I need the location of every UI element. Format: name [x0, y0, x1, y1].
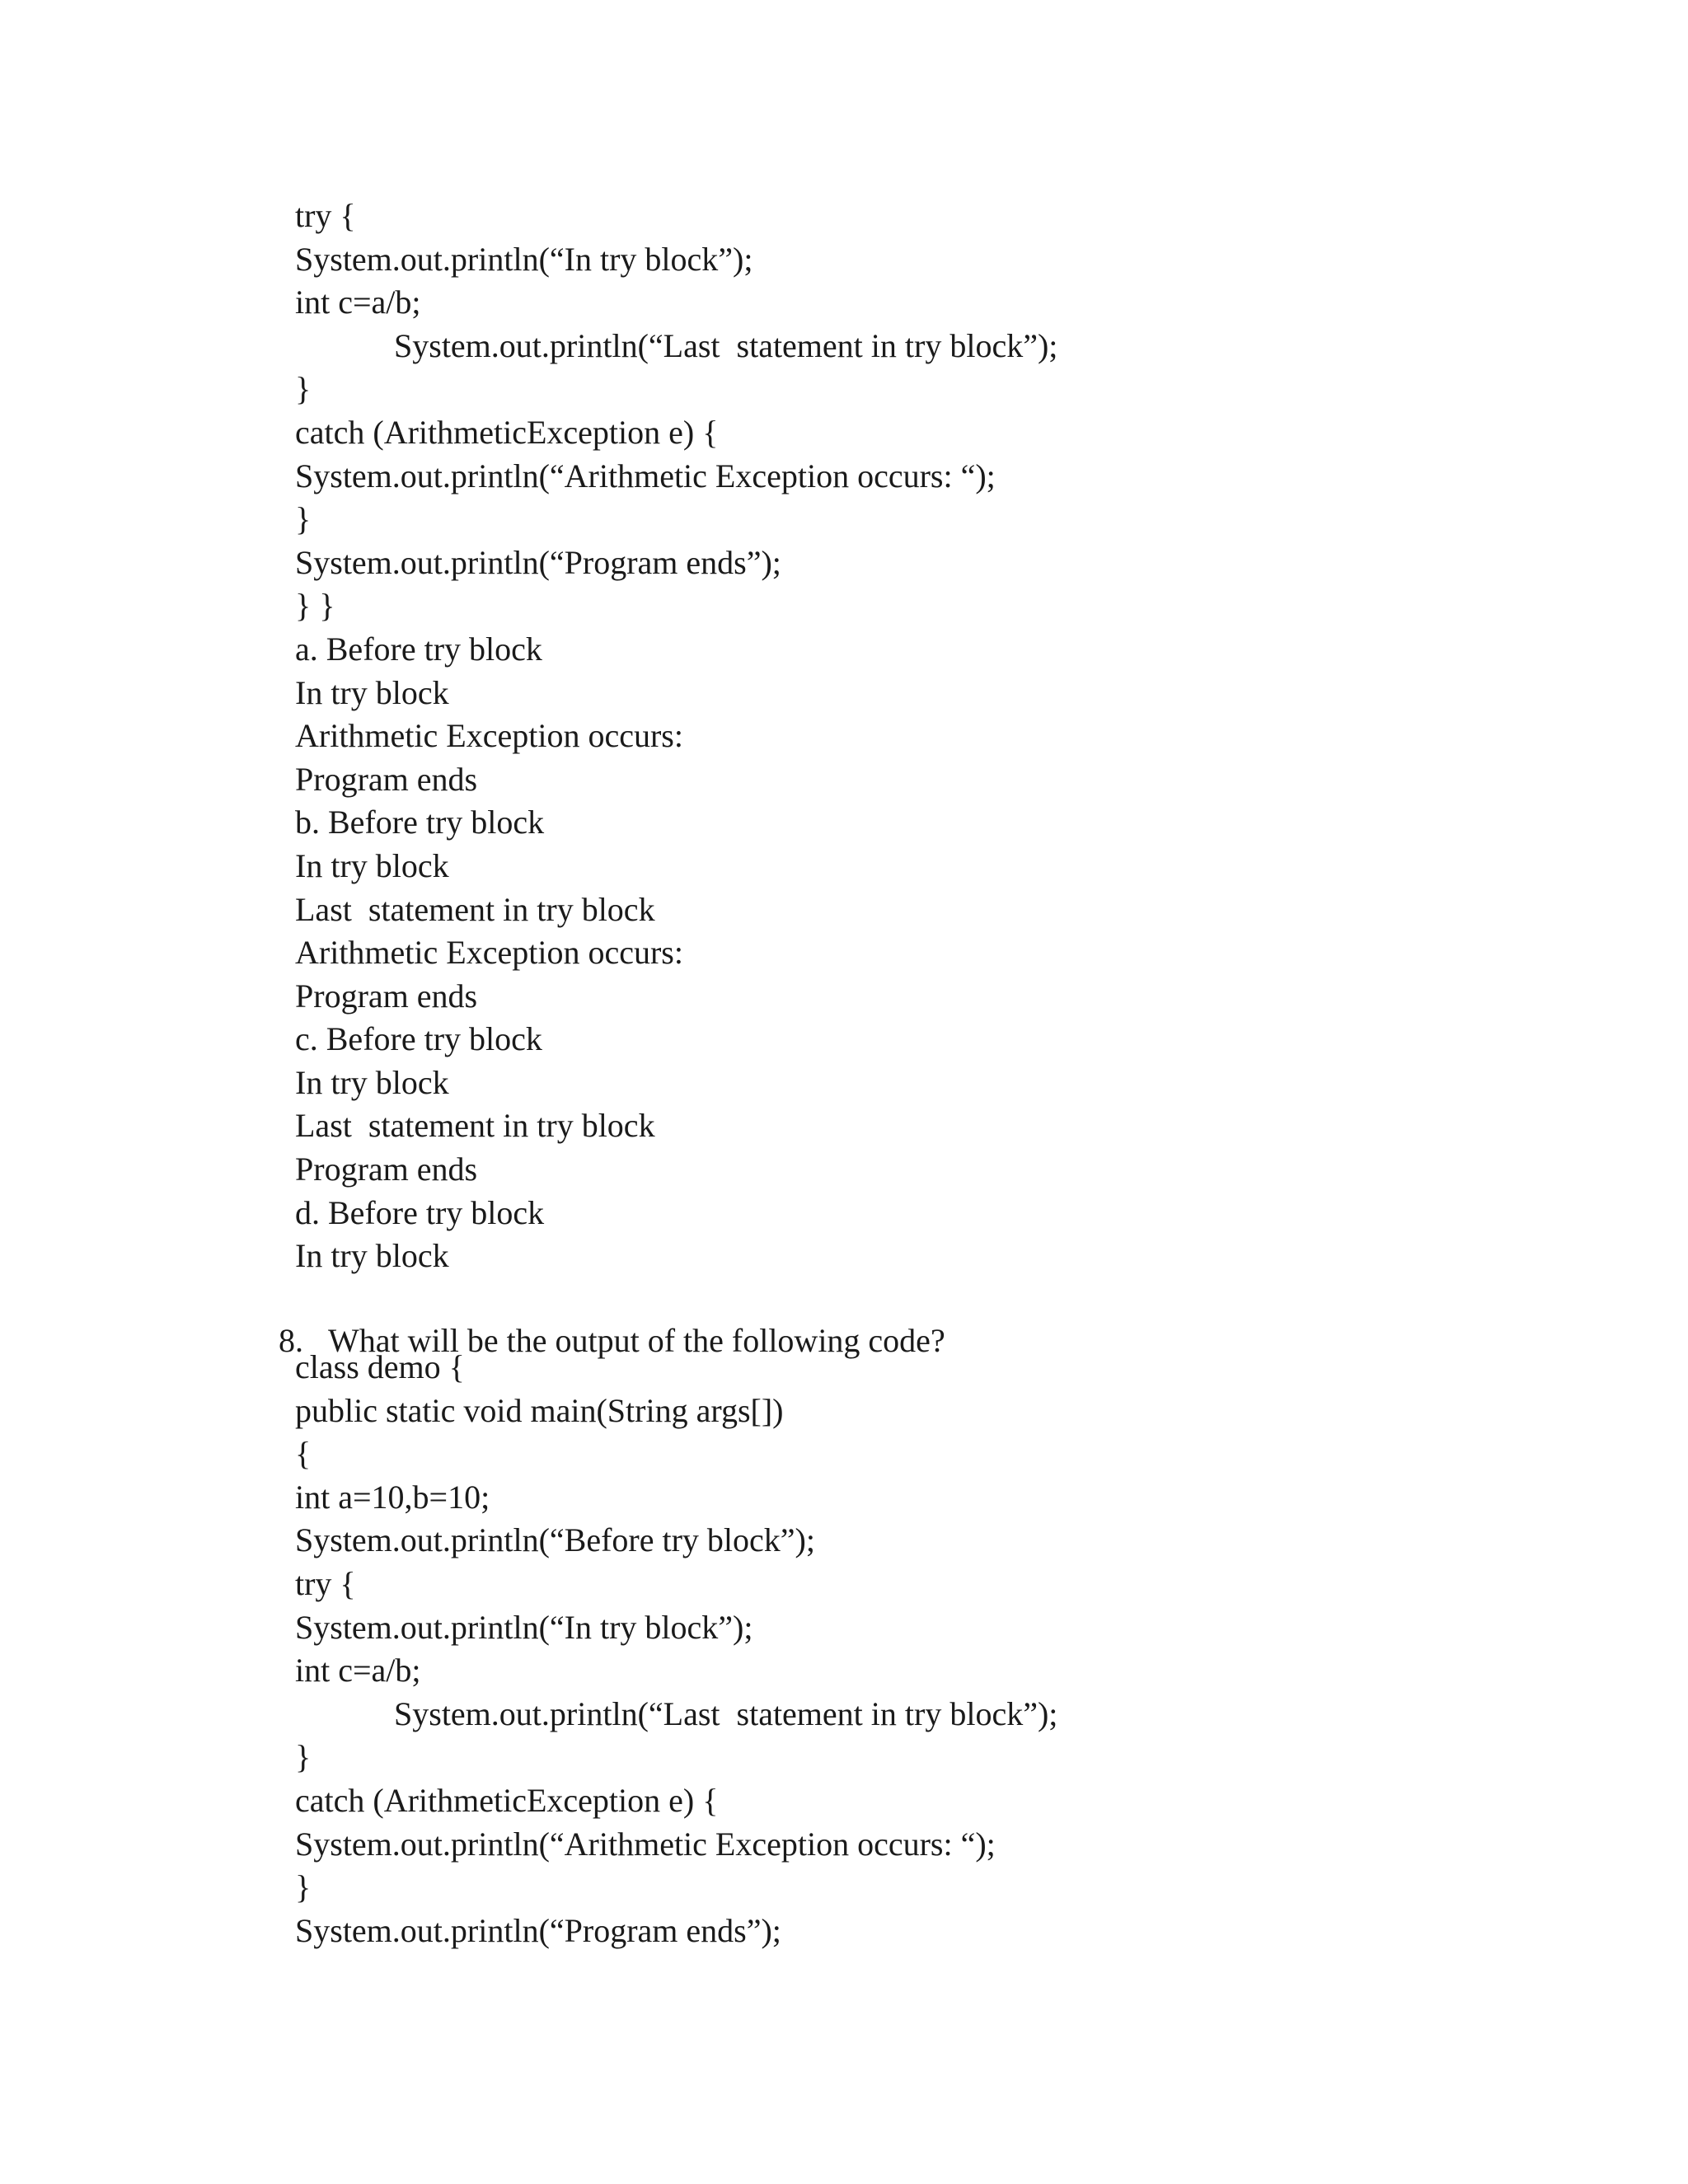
text-line: In try block	[295, 1063, 449, 1101]
text-line: Last statement in try block	[295, 890, 655, 928]
text-line: d. Before try block	[295, 1193, 545, 1231]
text-line: int a=10,b=10;	[295, 1478, 490, 1516]
text-line: catch (ArithmeticException e) {	[295, 413, 719, 451]
text-line: System.out.println(“In try block”);	[295, 240, 753, 278]
text-line: Last statement in try block	[295, 1107, 655, 1145]
question-number: 8.	[279, 1321, 303, 1359]
text-line: In try block	[295, 673, 449, 711]
text-line: }	[295, 370, 312, 408]
text-line: System.out.println(“Arithmetic Exception occurs: “);	[295, 1825, 996, 1863]
text-line: System.out.println(“Arithmetic Exception occurs: “);	[295, 457, 996, 494]
text-line: class demo {	[295, 1348, 465, 1385]
question-8	[246, 1276, 945, 1359]
text-line: System.out.println(“Last statement in try block”);	[394, 1694, 1058, 1732]
text-line: }	[295, 1868, 312, 1906]
text-line: }	[295, 500, 312, 538]
text-line: } }	[295, 587, 335, 625]
text-line: In try block	[295, 1237, 449, 1275]
question-8-code-block	[295, 1346, 1057, 1952]
text-line: int c=a/b;	[295, 1652, 421, 1690]
text-line: Arithmetic Exception occurs:	[295, 934, 683, 972]
text-line: try {	[295, 1564, 356, 1602]
text-line: try {	[295, 197, 356, 234]
text-line: System.out.println(“Program ends”);	[295, 1911, 781, 1949]
text-line: Program ends	[295, 760, 478, 798]
text-line: System.out.println(“In try block”);	[295, 1608, 753, 1646]
text-line: public static void main(String args[])	[295, 1391, 784, 1429]
text-line: Program ends	[295, 1151, 478, 1188]
code-and-options-block	[295, 194, 1057, 1278]
text-line: }	[295, 1738, 312, 1776]
text-line: int c=a/b;	[295, 284, 421, 321]
text-line: In try block	[295, 846, 449, 884]
text-line: System.out.println(“Program ends”);	[295, 543, 781, 581]
text-line: System.out.println(“Last statement in try block”);	[394, 326, 1058, 364]
text-line: catch (ArithmeticException e) {	[295, 1781, 719, 1819]
text-line: System.out.println(“Before try block”);	[295, 1521, 815, 1559]
text-line: Program ends	[295, 977, 478, 1015]
text-line: c. Before try block	[295, 1020, 542, 1058]
text-line: a. Before try block	[295, 630, 542, 668]
text-line: Arithmetic Exception occurs:	[295, 717, 683, 755]
text-line: {	[295, 1435, 312, 1473]
question-text: What will be the output of the following code?	[328, 1321, 945, 1359]
text-line: b. Before try block	[295, 804, 545, 841]
